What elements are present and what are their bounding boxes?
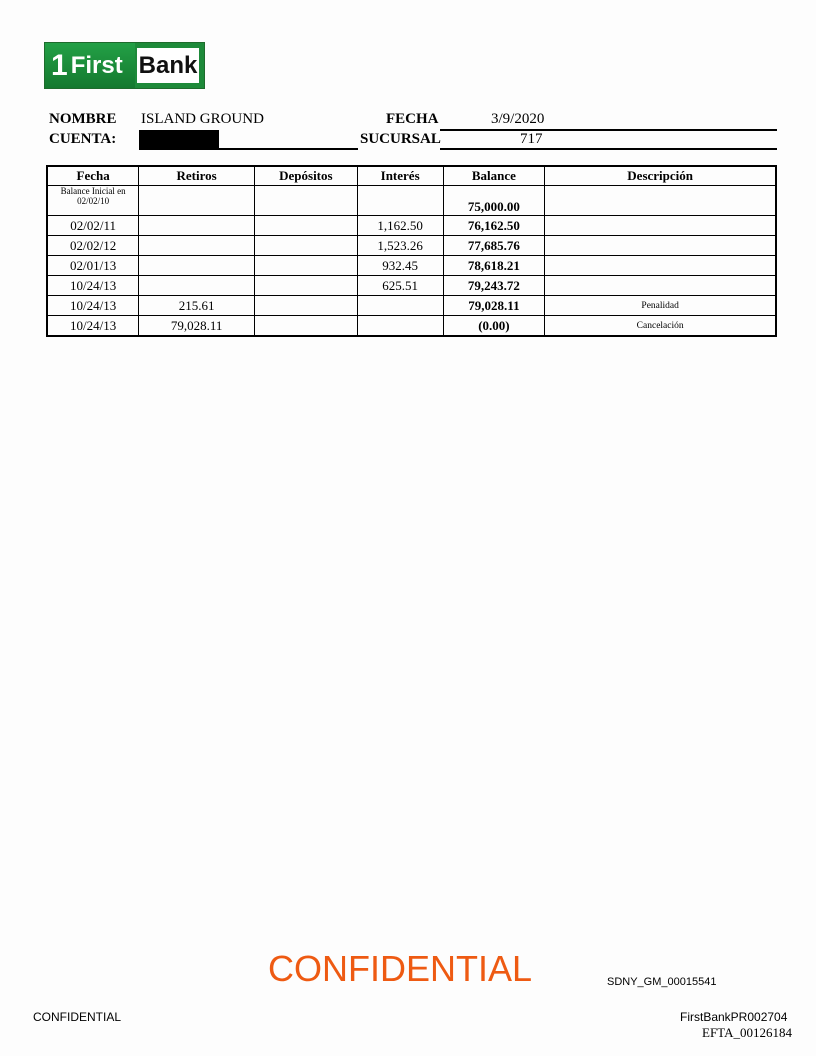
cell-interes <box>357 296 443 316</box>
cell-interes <box>357 316 443 337</box>
redacted-account <box>139 130 219 148</box>
cell-interes <box>357 186 443 216</box>
table-row <box>47 236 776 256</box>
cell-descripcion <box>545 256 776 276</box>
sucursal-value: 717 <box>520 131 543 147</box>
cell-fecha: 02/01/13 <box>47 256 139 276</box>
cell-retiros: 215.61 <box>139 296 255 316</box>
firstbank-logo <box>44 42 205 89</box>
cell-balance: 76,162.50 <box>443 216 545 236</box>
cuenta-rule <box>139 148 358 150</box>
cell-interes: 625.51 <box>357 276 443 296</box>
cell-depositos <box>254 316 357 337</box>
cell-interes: 932.45 <box>357 256 443 276</box>
confidential-watermark: CONFIDENTIAL <box>268 948 533 989</box>
cell-retiros: 79,028.11 <box>139 316 255 337</box>
cell-interes: 1,523.26 <box>357 236 443 256</box>
cell-fecha: 10/24/13 <box>47 276 139 296</box>
cell-balance: 77,685.76 <box>443 236 545 256</box>
logo-first-block <box>45 43 135 88</box>
table-header-row <box>47 166 776 186</box>
cell-fecha: 10/24/13 <box>47 296 139 316</box>
fecha-value: 3/9/2020 <box>491 111 545 127</box>
sucursal-label: SUCURSAL <box>360 131 441 147</box>
cell-descripcion <box>545 276 776 296</box>
cell-depositos <box>254 276 357 296</box>
cell-fecha: Balance Inicial en 02/02/10 <box>47 186 139 216</box>
cell-interes: 1,162.50 <box>357 216 443 236</box>
table-row <box>47 316 776 337</box>
sdny-bates-number: SDNY_GM_00015541 <box>607 976 717 988</box>
cell-fecha: 02/02/12 <box>47 236 139 256</box>
cell-descripcion <box>545 236 776 256</box>
table-row <box>47 186 776 216</box>
efta-bates-number: EFTA_00126184 <box>702 1025 792 1040</box>
col-balance: Balance <box>443 166 545 186</box>
cell-retiros <box>139 186 255 216</box>
cuenta-label: CUENTA: <box>49 131 117 147</box>
nombre-label: NOMBRE <box>49 111 117 127</box>
col-fecha: Fecha <box>47 166 139 186</box>
col-depositos: Depósitos <box>254 166 357 186</box>
cell-descripcion <box>545 186 776 216</box>
cell-descripcion: Cancelación <box>545 316 776 337</box>
cell-retiros <box>139 276 255 296</box>
cell-depositos <box>254 256 357 276</box>
logo-bank: Bank <box>138 51 198 79</box>
cell-retiros <box>139 216 255 236</box>
cell-retiros <box>139 236 255 256</box>
col-descripcion: Descripción <box>545 166 776 186</box>
firstbank-bates-number: FirstBankPR002704 <box>680 1010 788 1024</box>
cell-balance: 75,000.00 <box>443 186 545 216</box>
sucursal-rule <box>440 148 777 150</box>
cell-depositos <box>254 216 357 236</box>
table-row <box>47 296 776 316</box>
cell-balance: 78,618.21 <box>443 256 545 276</box>
cell-balance: (0.00) <box>443 316 545 337</box>
cell-descripcion <box>545 216 776 236</box>
table-row <box>47 276 776 296</box>
col-interes: Interés <box>357 166 443 186</box>
col-retiros: Retiros <box>139 166 255 186</box>
fecha-label: FECHA <box>386 111 439 127</box>
cell-descripcion: Penalidad <box>545 296 776 316</box>
cell-depositos <box>254 236 357 256</box>
cell-balance: 79,028.11 <box>443 296 545 316</box>
logo-first: First <box>70 51 123 79</box>
logo-one: 1 <box>51 48 68 82</box>
cell-balance: 79,243.72 <box>443 276 545 296</box>
confidential-footer: CONFIDENTIAL <box>33 1010 122 1024</box>
table-row <box>47 216 776 236</box>
cell-depositos <box>254 186 357 216</box>
fecha-rule <box>440 129 777 131</box>
cell-depositos <box>254 296 357 316</box>
cell-fecha: 02/02/11 <box>47 216 139 236</box>
cell-fecha: 10/24/13 <box>47 316 139 337</box>
nombre-value: ISLAND GROUND <box>141 111 264 127</box>
transactions-table <box>46 165 777 337</box>
logo-bank-block <box>135 46 201 85</box>
table-row <box>47 256 776 276</box>
cell-retiros <box>139 256 255 276</box>
